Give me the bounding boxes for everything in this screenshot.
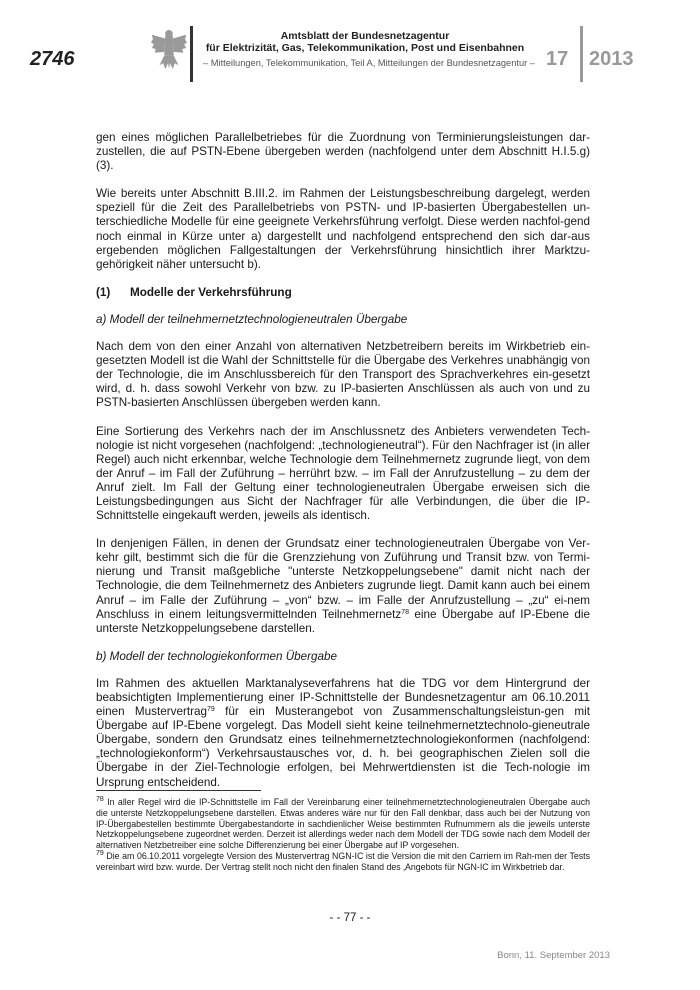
paragraph-6: Im Rahmen des aktuellen Marktanalyseverfahrens hat die TDG vor dem Hintergrund der beabsichtigten Implementierung einer IP-Schnittstelle der Bundesnetzagentur am 06.10.2011 einen Mustervertrag$^{79}$ für ein Musterangebot von Zusammenschaltungsleistun-gen mit Übergabe auf IP-Ebene vorgelegt. Das Modell sieht keine teilnehmernetztechnolo-gieneutrale Übergabe, sondern den Grundsatz eines teilnehmernetztechnologiekonformen (nachfolgend: „technologiekonform“) Verkehrsaustausches vor, d. h. bei geographischen Zielen soll die Übergabe in der Ziel-Technologie erfolgen, bei Mehrwertdiensten ist die Tech-nologie im Ursprung entscheidend. — [96, 676, 590, 789]
paragraph-2: Wie bereits unter Abschnitt B.III.2. im Rahmen der Leistungsbeschreibung dargelegt, werden speziell für die Zeit des Parallelbetriebs von PSTN- und IP-basierten Übergabestellen un-terschiedliche Modelle für eine geeignete Verkehrsführung verfolgt. Diese werden nachfol-gend noch einmal in Kürze unter a) dargestellt und nachfolgend entsprechend den sich dar-aus ergebenden möglichen Fallgestaltungen der Verkehrsführung hinsichtlich ihrer Marktzu-gehörigkeit näher untersucht b). — [96, 187, 590, 271]
paragraph-5: In denjenigen Fällen, in denen der Grundsatz einer technologieneutralen Übergabe von Ver-kehr gilt, bestimmt sich die für die Grenzziehung von Zuführung und Transit bzw. von Termi-nierung und Transit maßgebliche "unterste Netzkoppelungsebene" damit nicht nach der Technologie, die dem Teilnehmernetz des Anbieters zugrunde liegt. Damit kann auch bei einem Anruf – im Falle der Zuführung – „von“ bzw. – im Falle der Anrufzustellung – „zu“ ei-nem Anschluss in einem leitungsvermittelnden Teilnehmernetz$^{78}$ eine Übergabe auf IP-Ebene die unterste Netzkoppelungsebene darstellen. — [96, 537, 590, 635]
footnote-ref-79: 79 — [207, 706, 215, 714]
issuer-title — [200, 30, 530, 54]
page-number: 2746 — [30, 48, 75, 70]
paragraph-4: Eine Sortierung des Verkehrs nach der im Anschlussnetz des Anbieters verwendeten Tech-nologie ist nicht vorgesehen (nachfolgend: „technologieneutral“). Für den Nachfrager ist (in aller Regel) auch nicht erkennbar, welche Technologie dem Teilnehmernetz zugrunde liegt, von dem der Anruf – im Fall der Zuführung – herrührt bzw. – im Fall der Anrufzustellung – zu dem der Anruf zielt. Im Fall der Geltung einer technologieneutralen Übergabe erweisen sich die Leistungsbedingungen aus Sicht der Nachfrager für alle Verbindungen, die über die IP-Schnittstelle eingekauft werden, jeweils als identisch. — [96, 424, 590, 523]
footer-date: Bonn, 11. September 2013 — [497, 950, 610, 961]
footer-page-number: - - 77 - - — [329, 912, 371, 924]
issue-number: 17 — [546, 48, 569, 70]
section-title: Modelle der Verkehrsführung — [130, 285, 292, 299]
federal-eagle-icon — [150, 27, 188, 71]
footnote-78: $^{78}$ In aller Regel wird die IP-Schnittstelle im Fall der Vereinbarung einer teilnehmernetztechnologieneutralen Übergabe auch die unterste Netzkoppelungsebene darstellen. Etwas anderes wäre nur für den Fall denkbar, dass auch bei der Nutzung von IP-Übergabestellen bestimmte Übergabestandorte in sachdienlicher Weise bestimmten Rufnummern als die jeweils unterste Netzkoppelungsebene zugeordnet werden. Derzeit ist allerdings weder nach dem Modell der TDG sowie nach dem Modell der alternativen Netzbetreiber eine solche Differenzierung bei einer Übergabe auf IP vorgesehen. — [96, 796, 590, 851]
header-divider — [190, 26, 193, 82]
footnote-ref-78: 78 — [401, 608, 410, 616]
issue-year: 2013 — [589, 48, 634, 70]
paragraph-1: gen eines möglichen Parallelbetriebes für die Zuordnung von Terminierungsleistungen dar-zustellen, die auf PSTN-Ebene übergeben werden (nachfolgend unter dem Abschnitt H.I.5.g) (3). — [96, 131, 590, 173]
issuer-line-2: für Elektrizität, Gas, Telekommunikation, Post und Eisenbahnen — [205, 42, 525, 54]
issue-divider — [580, 26, 583, 82]
body-text — [96, 131, 590, 804]
footnotes — [96, 797, 590, 873]
footnote-divider — [96, 790, 261, 791]
section-heading — [96, 286, 590, 300]
gazette-subtitle: – Mitteilungen, Telekommunikation, Teil A, Mitteilungen der Bundesnetzagentur – — [203, 58, 535, 68]
subsection-a-heading: a) Modell der teilnehmernetztechnologieneutralen Übergabe — [96, 312, 408, 326]
section-number: (1) — [96, 285, 111, 299]
paragraph-3: Nach dem von den einer Anzahl von alternativen Netzbetreibern bereits im Wirkbetrieb ein-gesetzten Modell ist die Wahl der Schnittstelle für die Übergabe des Verkehres unabhängig von der Technologie, die im Anschlussbereich für den Transport des Sprachverkehres ein-gesetzt wird, d. h. dass sowohl Verkehr von bzw. zu IP-basierten Anschlüssen als auch von und zu PSTN-basierten Anschlüssen übergeben werden kann. — [96, 340, 590, 410]
subsection-b-heading: b) Modell der technologiekonformen Übergabe — [96, 649, 338, 663]
footnote-79: $^{79}$ Die am 06.10.2011 vorgelegte Version des Mustervertrag NGN-IC ist die Version die mit den Carriern im Rah-men der Tests vereinbart wird bzw. wurde. Der Vertrag stellt noch nicht den finalen Stand des ‚Angebots für NGN-IC im Wirkbetrieb dar. — [96, 849, 590, 872]
issuer-line-1: Amtsblatt der Bundesnetzagentur — [280, 30, 450, 42]
